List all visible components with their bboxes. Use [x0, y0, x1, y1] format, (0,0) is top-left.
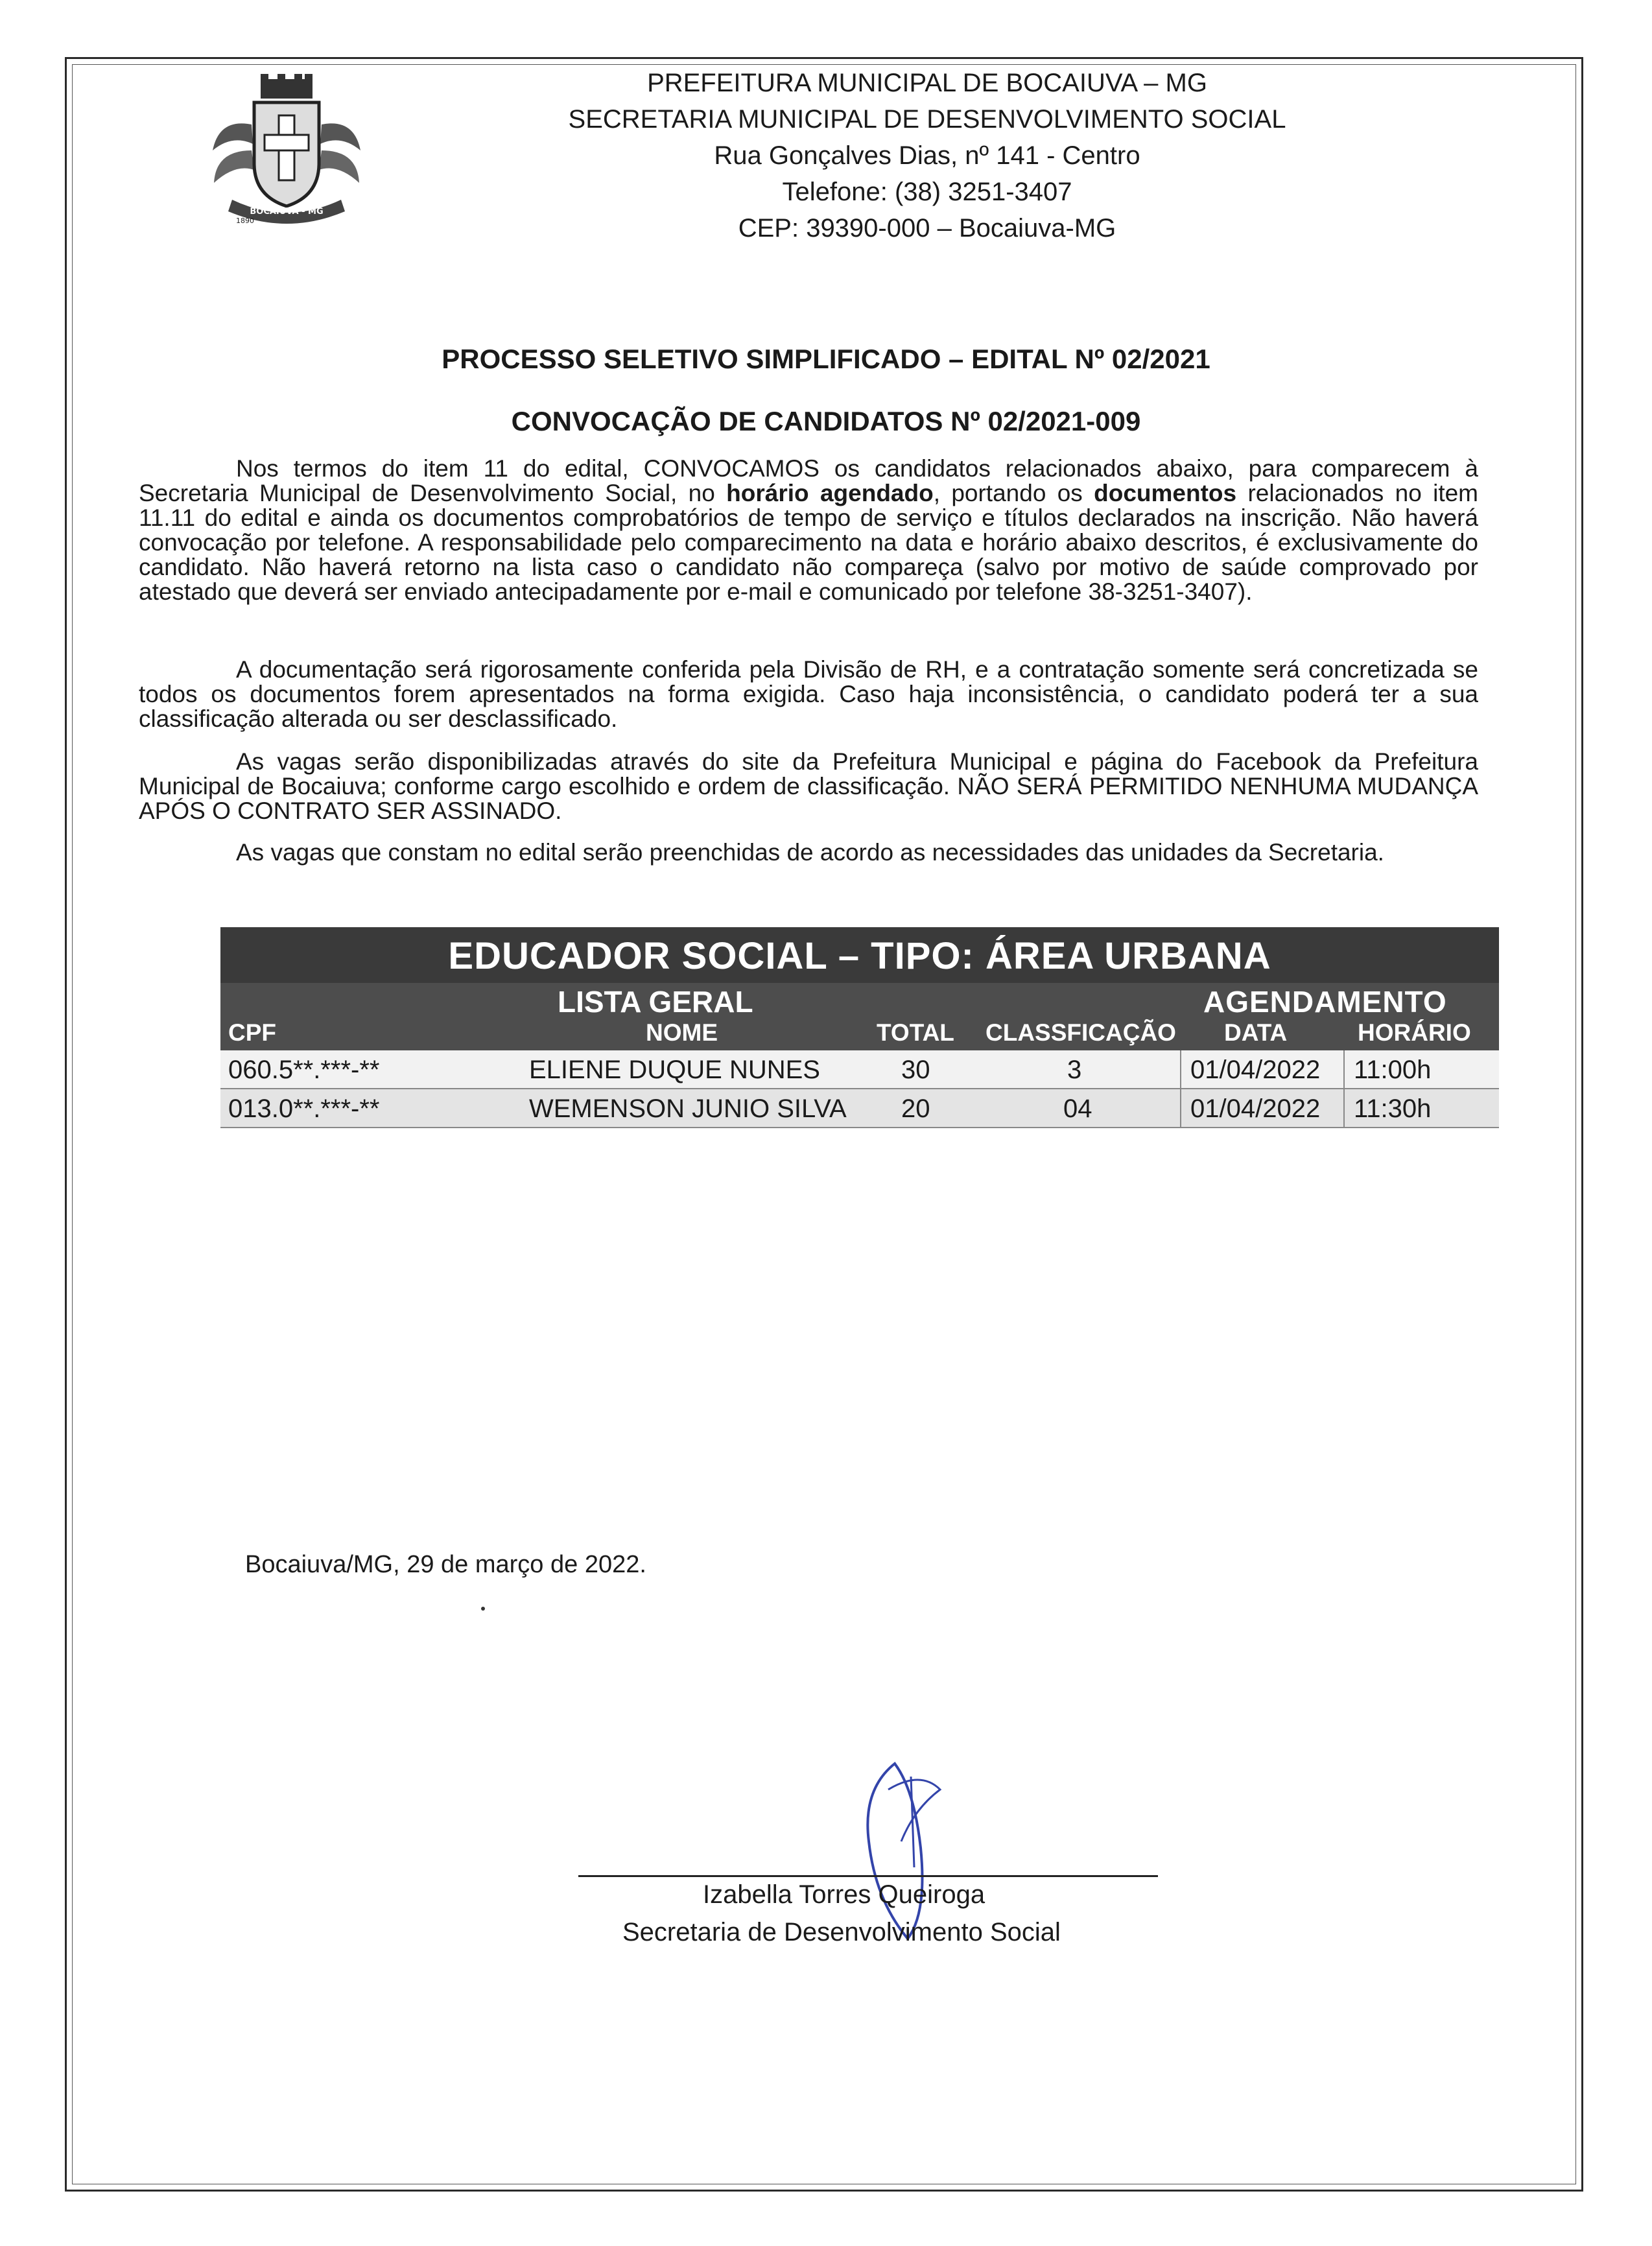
document-subtitle: CONVOCAÇÃO DE CANDIDATOS Nº 02/2021-009 [511, 406, 1141, 436]
document-title: PROCESSO SELETIVO SIMPLIFICADO – EDITAL Nº 02/2021 [442, 344, 1210, 374]
paragraph-4: As vagas que constam no edital serão preenchidas de acordo as necessidades das unidades da Secretaria. [236, 839, 1384, 866]
cell-horario: 11:30h [1354, 1094, 1432, 1123]
header-line-1: PREFEITURA MUNICIPAL DE BOCAIUVA – MG [647, 69, 1207, 97]
municipal-crest-icon [206, 73, 367, 227]
cell-nome: WEMENSON JUNIO SILVA [529, 1094, 847, 1123]
lista-geral-label: LISTA GERAL [558, 985, 753, 1019]
agendamento-label: AGENDAMENTO [1203, 985, 1447, 1019]
col-total: TOTAL [877, 1019, 954, 1046]
cell-cpf: 013.0**.***-** [228, 1094, 380, 1123]
candidates-table [220, 927, 1499, 1128]
signature-line [578, 1875, 1158, 1877]
table-title: EDUCADOR SOCIAL – TIPO: ÁREA URBANA [220, 927, 1499, 983]
signatory-role: Secretaria de Desenvolvimento Social [622, 1918, 1061, 1946]
cell-classificacao: 3 [1067, 1056, 1082, 1084]
cell-horario: 11:00h [1354, 1056, 1432, 1084]
col-nome: NOME [646, 1019, 718, 1046]
paragraph-1: Nos termos do item 11 do edital, CONVOCAMOS os candidatos relacionados abaixo, para comparecem à Secretaria Municipal de Desenvolvimento Social, no horário agendado, portando os documentos relacionados no item 11.11 do edital e ainda os documentos comprobatórios de tempo de serviço e títulos declarados na inscrição. Não haverá convocação por telefone. A responsabilidade pelo comparecimento na data e horário abaixo descritos, é exclusivamente do candidato. Não haverá retorno na lista caso o candidato não compareça (salvo por motivo de saúde comprovado por atestado que deverá ser enviado antecipadamente por e-mail e comunicado por telefone 38-3251-3407). [139, 455, 1479, 605]
handwritten-signature [849, 1751, 979, 1945]
header-line-3: Rua Gonçalves Dias, nº 141 - Centro [714, 141, 1140, 170]
cell-nome: ELIENE DUQUE NUNES [529, 1056, 820, 1084]
col-cpf: CPF [228, 1019, 276, 1046]
header-line-4: Telefone: (38) 3251-3407 [782, 178, 1072, 206]
col-horario: HORÁRIO [1358, 1019, 1471, 1046]
letterhead [415, 65, 1439, 246]
header-line-5: CEP: 39390-000 – Bocaiuva-MG [738, 214, 1116, 242]
crest-banner-text: BOCAIUVA - MG [250, 207, 324, 217]
cell-total: 30 [901, 1056, 930, 1084]
crest-year-text: 1890 [236, 217, 254, 225]
cell-classificacao: 04 [1063, 1094, 1092, 1123]
signatory-name: Izabella Torres Queiroga [703, 1880, 985, 1909]
cell-total: 20 [901, 1094, 930, 1123]
paragraph-3: As vagas serão disponibilizadas através do site da Prefeitura Municipal e página do Facebook da Prefeitura Municipal de Bocaiuva; conforme cargo escolhido e ordem de classificação. NÃO SERÁ PERMITIDO NENHUMA MUDANÇA APÓS O CONTRATO SER ASSINADO. [139, 748, 1478, 824]
col-classificacao: CLASSFICAÇÃO [985, 1019, 1176, 1046]
stray-dot [481, 1607, 485, 1611]
cell-data: 01/04/2022 [1190, 1056, 1321, 1084]
cell-cpf: 060.5**.***-** [228, 1056, 380, 1084]
date-line: Bocaiuva/MG, 29 de março de 2022. [245, 1551, 646, 1578]
table-row [220, 1050, 1499, 1089]
col-data: DATA [1224, 1019, 1288, 1046]
header-line-2: SECRETARIA MUNICIPAL DE DESENVOLVIMENTO SOCIAL [568, 105, 1286, 134]
table-header [220, 983, 1499, 1050]
cell-data: 01/04/2022 [1190, 1094, 1321, 1123]
table-row [220, 1089, 1499, 1128]
paragraph-2: A documentação será rigorosamente conferida pela Divisão de RH, e a contratação somente será concretizada se todos os documentos forem apresentados na forma exigida. Caso haja inconsistência, o candidato poderá ter a sua classificação alterada ou ser desclassificado. [139, 656, 1478, 732]
